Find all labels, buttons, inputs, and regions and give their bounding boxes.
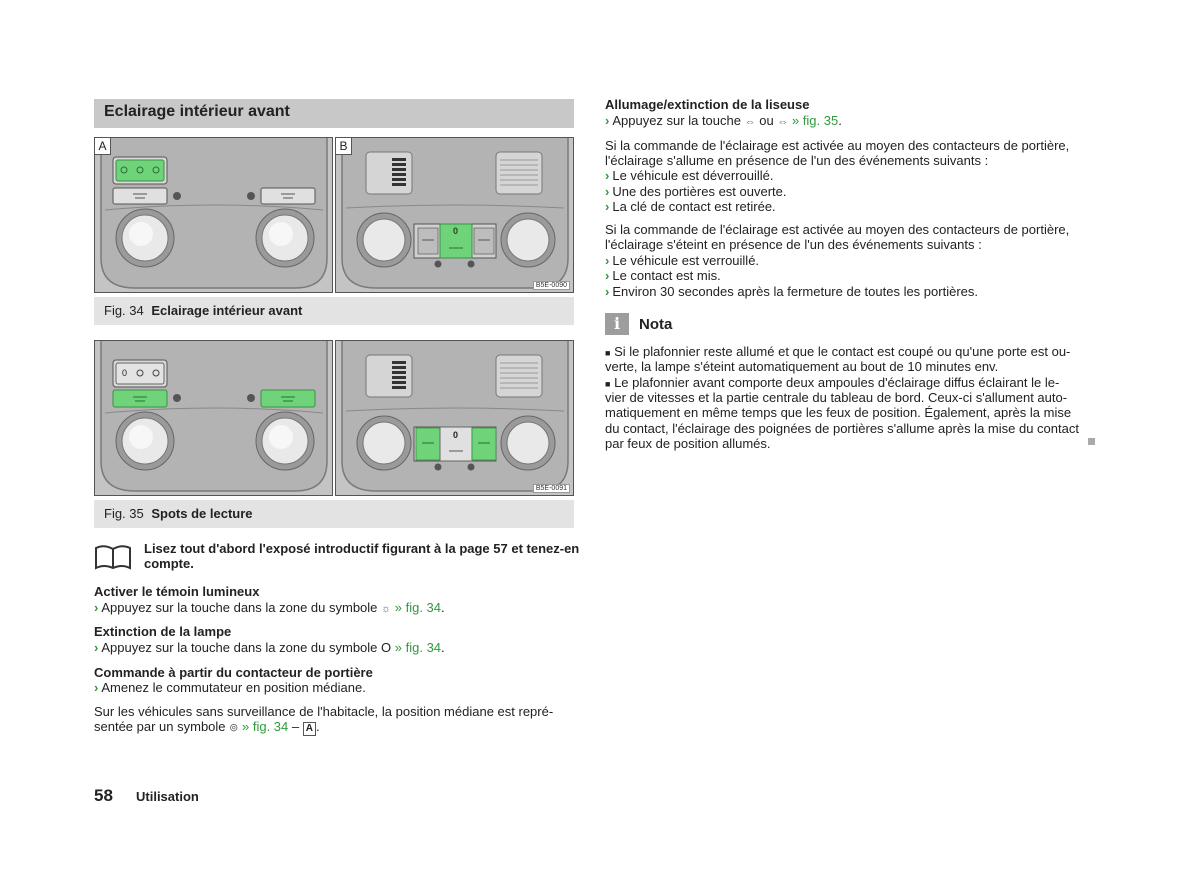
figure-code: B5E-0091 xyxy=(533,484,570,493)
nota-text: Le plafonnier avant comporte deux ampoules d'éclairage diffus éclairant le le- xyxy=(614,375,1060,390)
nota-line-2: verte, la lampe s'éteint automatiquement au bout de 10 minutes env. xyxy=(605,359,999,374)
bullet-icon: ■ xyxy=(605,348,611,358)
fig-34-link[interactable]: » fig. 34 xyxy=(242,719,289,734)
arrow-icon: › xyxy=(605,199,610,214)
arrow-icon: › xyxy=(94,680,99,695)
arrow-icon: › xyxy=(605,168,610,183)
figure-34-panel-a xyxy=(94,137,333,293)
press-line xyxy=(605,113,842,128)
instruction-activer xyxy=(94,600,445,615)
instruction-extinction xyxy=(94,640,445,655)
list-item xyxy=(605,199,776,214)
bullet-icon: ■ xyxy=(605,379,611,389)
list-item-text: Environ 30 secondes après la fermeture de toutes les portières. xyxy=(612,284,978,299)
fig-34-link[interactable]: » fig. 34 xyxy=(394,600,442,615)
nota-line-5: matiquement en même temps que les feux de position. Également, après la mise xyxy=(605,405,1072,420)
caption-text: Eclairage intérieur avant xyxy=(151,303,303,318)
or-text: ou xyxy=(759,113,774,128)
page-section: Utilisation xyxy=(136,789,199,804)
light-symbol-icon: ☼ xyxy=(381,603,392,615)
para2-line-1: Si la commande de l'éclairage est activée au moyen des contacteurs de portière, xyxy=(605,222,1070,237)
figure-35-panel-b xyxy=(335,340,574,496)
panel-letter-a: A xyxy=(95,138,111,155)
arrow-icon: › xyxy=(605,184,610,199)
list-item-text: Le contact est mis. xyxy=(612,268,721,283)
figure-34-panel-b xyxy=(335,137,574,293)
nota-line-6: du contact, l'éclairage des poignées de portières s'allume après la mise du contact xyxy=(605,421,1079,436)
page-number: 58 xyxy=(94,786,113,805)
right-spot-icon: ⇔ xyxy=(777,116,789,128)
fig-35-link[interactable]: » fig. 35 xyxy=(791,113,839,128)
arrow-icon: › xyxy=(605,113,610,128)
panel-letter-b: B xyxy=(336,138,352,155)
list-item-text: La clé de contact est retirée. xyxy=(612,199,776,214)
switch-zero-label-a: 0 xyxy=(122,368,128,378)
period: . xyxy=(315,719,320,734)
para2-line-2: l'éclairage s'éteint en présence de l'un des événements suivants : xyxy=(605,237,982,252)
section-heading-extinction: Extinction de la lampe xyxy=(94,624,232,639)
caption-number: Fig. 34 xyxy=(104,303,144,318)
book-icon xyxy=(94,544,132,570)
section-end-mark xyxy=(1088,438,1095,445)
line-text: sentée par un symbole xyxy=(94,719,226,734)
overhead-console-illustration-b xyxy=(336,138,574,293)
list-item-text: Le véhicule est déverrouillé. xyxy=(612,168,774,183)
nota-line-1 xyxy=(605,344,1070,359)
instruction-text: Appuyez sur la touche dans la zone du symbole xyxy=(101,600,378,615)
arrow-icon: › xyxy=(94,600,99,615)
instruction-text: Appuyez sur la touche dans la zone du symbole xyxy=(101,640,378,655)
intro-line-1: Lisez tout d'abord l'exposé introductif figurant à la page 57 et tenez-en xyxy=(144,541,580,556)
sans-surveillance-line-1: Sur les véhicules sans surveillance de l'habitacle, la position médiane est repré- xyxy=(94,704,554,719)
list-item-text: Une des portières est ouverte. xyxy=(612,184,787,199)
nota-line-4: vier de vitesses et la partie centrale du tableau de bord. Ceux-ci s'allument auto- xyxy=(605,390,1068,405)
figure-35-caption xyxy=(94,500,574,528)
panel-a-reference: A xyxy=(303,722,316,736)
section-heading-activer: Activer le témoin lumineux xyxy=(94,584,260,599)
nota-line-7: par feux de position allumés. xyxy=(605,436,771,451)
figure-code: B5E-0090 xyxy=(533,281,570,290)
arrow-icon: › xyxy=(605,253,610,268)
figure-34-caption xyxy=(94,297,574,325)
zero-symbol: O xyxy=(381,640,392,655)
right-heading: Allumage/extinction de la liseuse xyxy=(605,97,810,112)
nota-line-3 xyxy=(605,375,1059,390)
caption-number: Fig. 35 xyxy=(104,506,144,521)
switch-zero-label-b: 0 xyxy=(453,430,459,440)
instruction-commande xyxy=(94,680,366,695)
nota-title: Nota xyxy=(639,316,673,333)
switch-zero-label: 0 xyxy=(453,226,459,236)
list-item xyxy=(605,184,787,199)
info-icon: i xyxy=(605,313,629,335)
section-heading-commande: Commande à partir du contacteur de portière xyxy=(94,665,373,680)
para1-line-2: l'éclairage s'allume en présence de l'un des événements suivants : xyxy=(605,153,989,168)
reading-lights-illustration-b xyxy=(336,341,574,496)
figure-35 xyxy=(94,340,574,496)
caption-text: Spots de lecture xyxy=(151,506,253,521)
list-item xyxy=(605,168,774,183)
sans-surveillance-line-2 xyxy=(94,719,320,736)
arrow-icon: › xyxy=(94,640,99,655)
nota-text: Si le plafonnier reste allumé et que le contact est coupé ou qu'une porte est ou- xyxy=(614,344,1071,359)
list-item-text: Le véhicule est verrouillé. xyxy=(612,253,760,268)
section-title: Eclairage intérieur avant xyxy=(94,99,574,128)
dash: – xyxy=(291,719,300,734)
door-symbol-icon: ⊚ xyxy=(229,722,239,734)
figure-34 xyxy=(94,137,574,293)
left-spot-icon: ⇔ xyxy=(744,116,756,128)
period: . xyxy=(441,600,445,615)
overhead-console-illustration xyxy=(95,138,333,293)
list-item xyxy=(605,268,721,283)
list-item xyxy=(605,253,759,268)
intro-line-2: compte. xyxy=(144,556,194,571)
reading-lights-illustration xyxy=(95,341,333,496)
instruction-text: Amenez le commutateur en position médiane. xyxy=(101,680,366,695)
figure-35-panel-a xyxy=(94,340,333,496)
para1-line-1: Si la commande de l'éclairage est activée au moyen des contacteurs de portière, xyxy=(605,138,1070,153)
list-item xyxy=(605,284,978,299)
period: . xyxy=(441,640,445,655)
arrow-icon: › xyxy=(605,268,610,283)
fig-34-link[interactable]: » fig. 34 xyxy=(394,640,442,655)
arrow-icon: › xyxy=(605,284,610,299)
press-text: Appuyez sur la touche xyxy=(612,113,741,128)
period: . xyxy=(838,113,842,128)
